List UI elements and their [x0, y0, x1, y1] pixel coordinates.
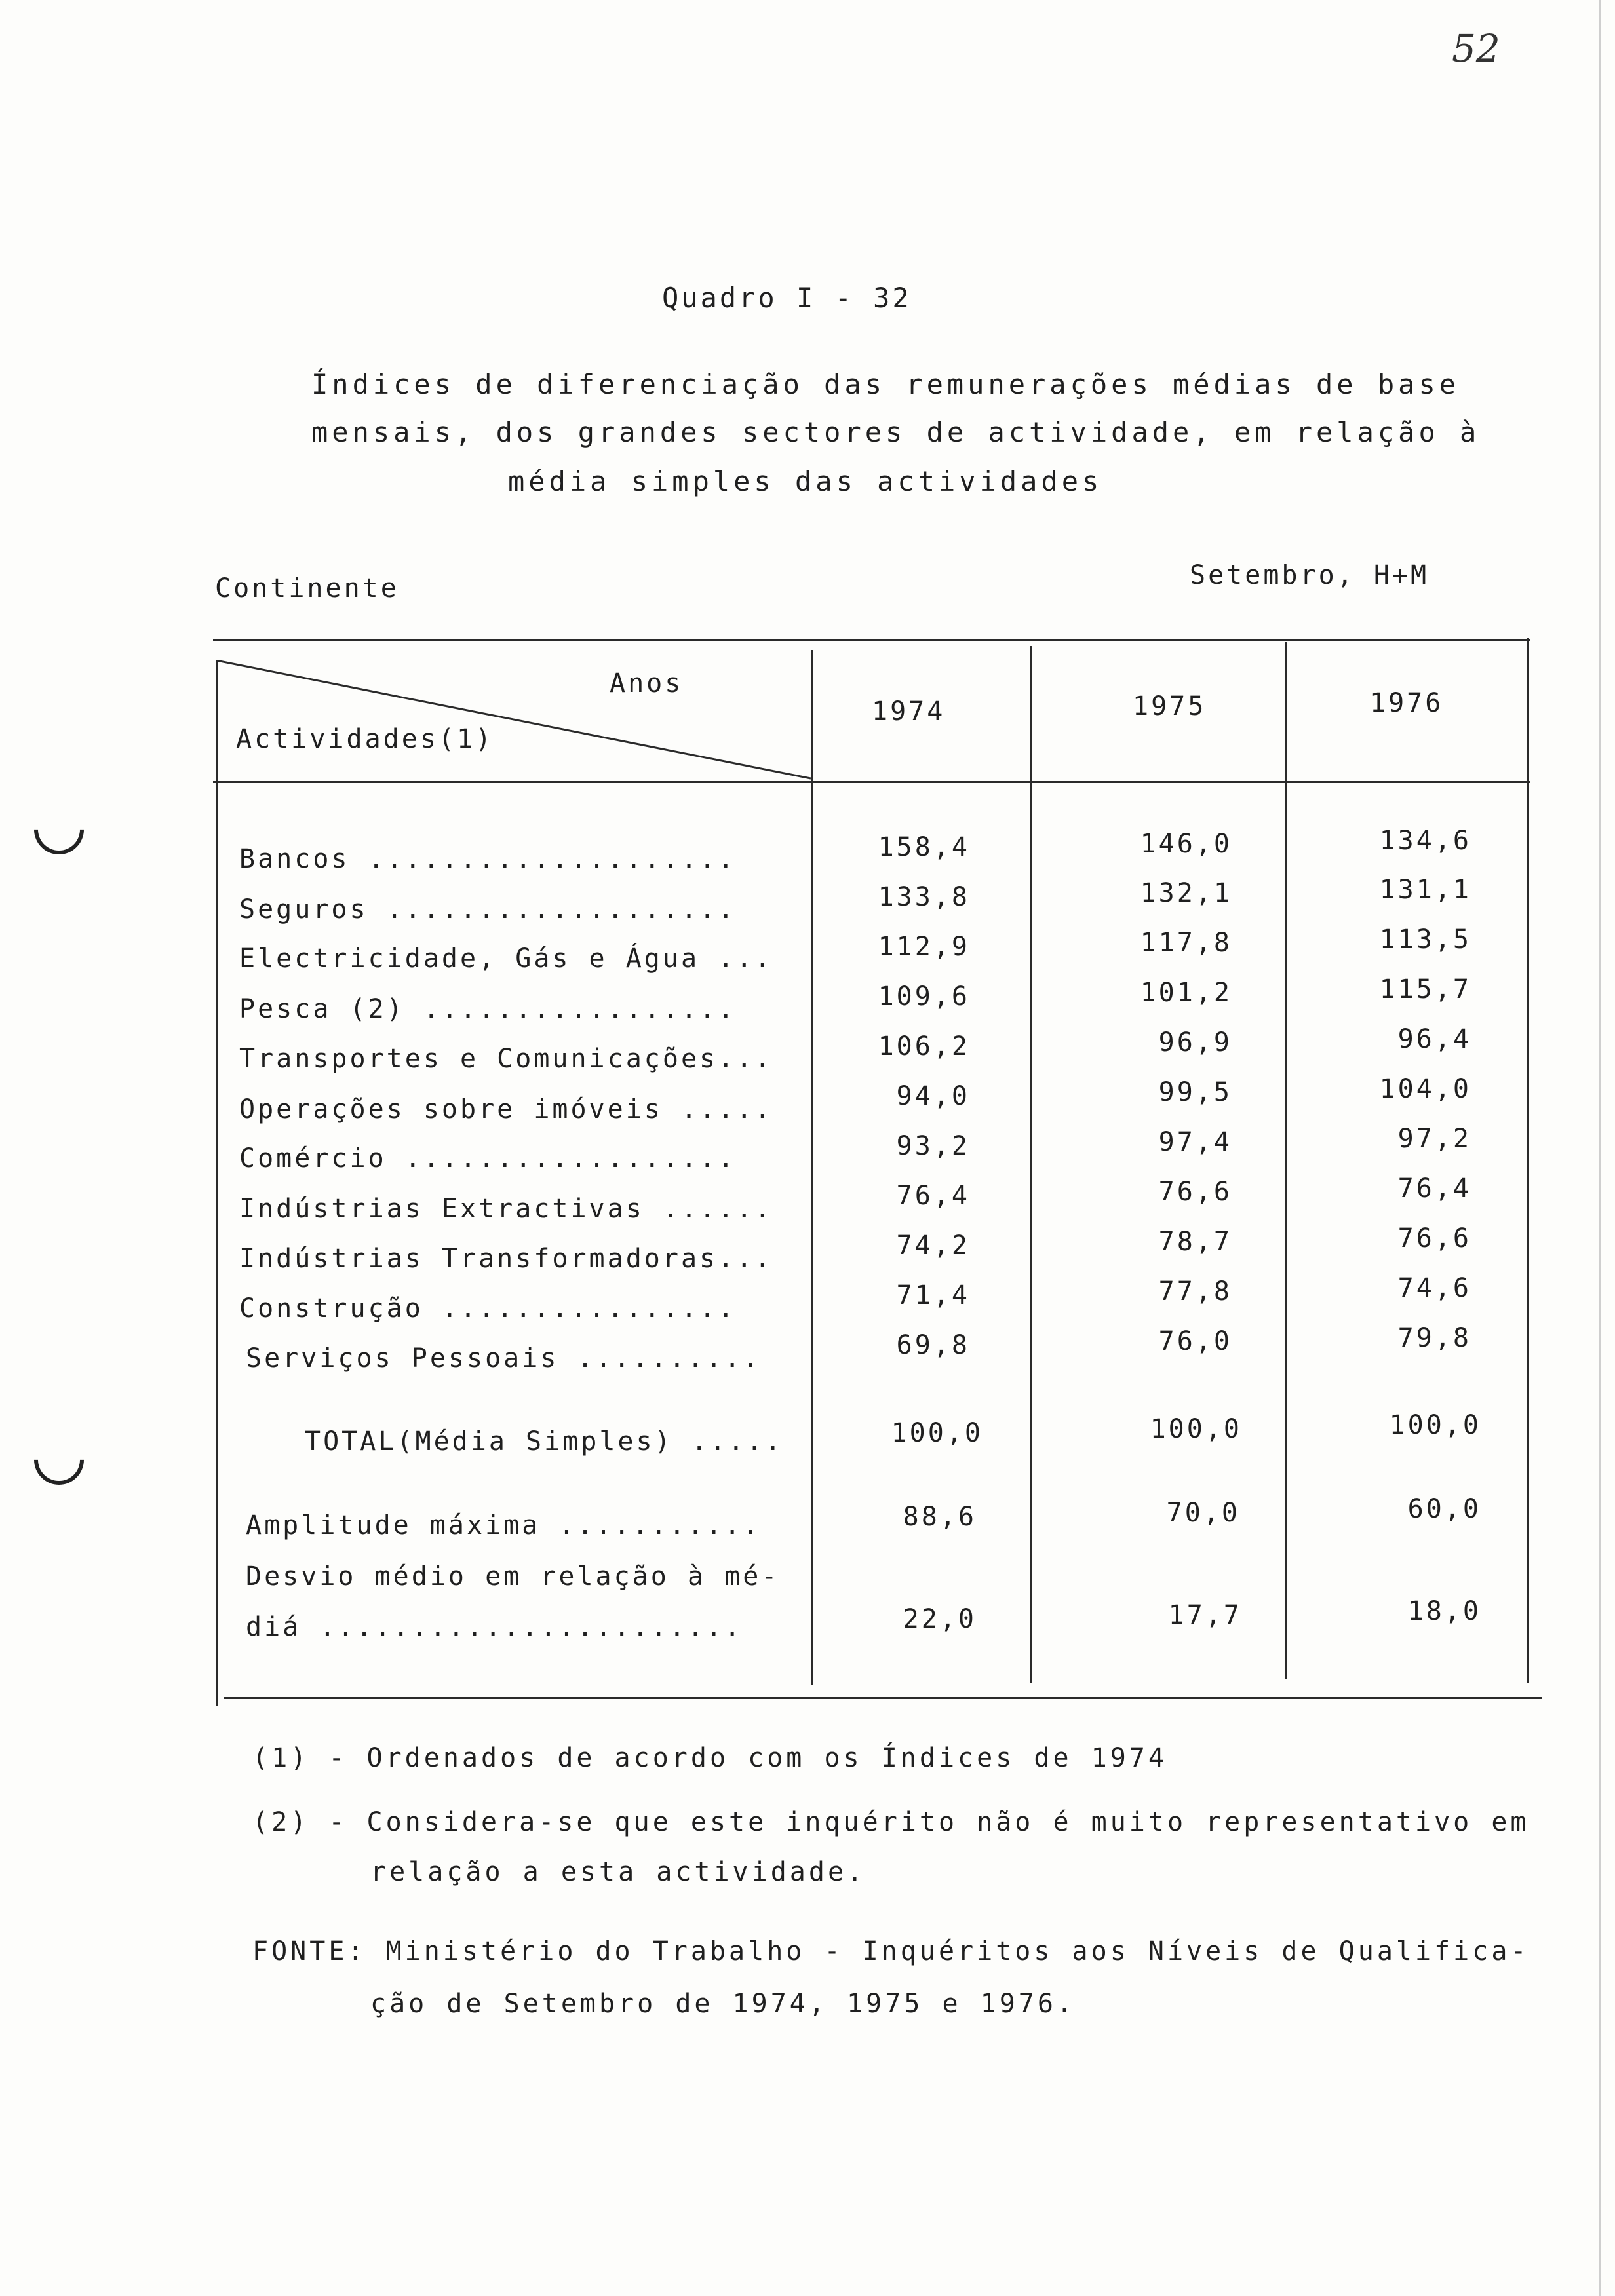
cell-value: 76,0 — [1158, 1326, 1232, 1356]
footnote-2-continued: relação a esta actividade. — [370, 1857, 866, 1887]
period-label: Setembro, H+M — [1190, 560, 1430, 590]
cell-value: 88,6 — [903, 1502, 977, 1532]
cell-value: 18,0 — [1407, 1596, 1481, 1626]
cell-value: 117,8 — [1140, 928, 1232, 958]
cell-value: 113,5 — [1379, 925, 1471, 955]
column-divider — [811, 650, 813, 1685]
row-label: Serviços Pessoais .......... — [246, 1343, 762, 1373]
header-diagonal-line — [216, 660, 813, 785]
total-label: TOTAL(Média Simples) ..... — [305, 1426, 784, 1457]
row-label: Indústrias Extractivas ...... — [239, 1194, 773, 1224]
cell-value: 74,2 — [896, 1231, 970, 1261]
cell-value: 76,4 — [896, 1181, 970, 1211]
cell-value: 106,2 — [878, 1031, 970, 1062]
cell-value: 69,8 — [896, 1330, 970, 1360]
row-label: Electricidade, Gás e Água ... — [239, 944, 773, 974]
cell-value: 97,2 — [1397, 1124, 1471, 1154]
table-top-rule — [213, 639, 1530, 641]
cell-value: 78,7 — [1158, 1227, 1232, 1257]
cell-value: 112,9 — [878, 932, 970, 962]
row-label: Indústrias Transformadoras... — [239, 1244, 773, 1274]
cell-value: 94,0 — [896, 1081, 970, 1111]
punch-hole-mark — [24, 1425, 94, 1495]
subtitle-line-3: média simples das actividades — [508, 465, 1103, 497]
subtitle-line-2: mensais, dos grandes sectores de actividade, em relação à — [311, 416, 1481, 448]
cell-value: 71,4 — [896, 1280, 970, 1311]
cell-value: 93,2 — [896, 1131, 970, 1161]
cell-value: 76,6 — [1158, 1177, 1232, 1207]
column-divider — [1285, 642, 1287, 1679]
cell-value: 109,6 — [878, 982, 970, 1012]
cell-value: 158,4 — [878, 832, 970, 862]
cell-value: 133,8 — [878, 882, 970, 912]
cell-value: 100,0 — [1150, 1414, 1242, 1444]
cell-value: 17,7 — [1168, 1600, 1242, 1630]
region-label: Continente — [215, 573, 399, 603]
year-header: 1976 — [1370, 688, 1444, 718]
page-number: 52 — [1452, 26, 1500, 71]
footnote-1: (1) - Ordenados de acordo com os Índices de 1974 — [252, 1743, 1167, 1773]
row-label: Seguros ................... — [239, 894, 737, 925]
cell-value: 79,8 — [1397, 1323, 1471, 1353]
table-bottom-rule — [224, 1697, 1542, 1699]
cell-value: 100,0 — [1389, 1410, 1481, 1440]
cell-value: 76,4 — [1397, 1174, 1471, 1204]
header-years-label: Anos — [610, 668, 684, 698]
table-title: Quadro I - 32 — [662, 282, 912, 314]
cell-value: 101,2 — [1140, 978, 1232, 1008]
row-label: Comércio .................. — [239, 1143, 737, 1174]
source-note-continued: ção de Setembro de 1974, 1975 e 1976. — [370, 1989, 1076, 2019]
table-left-border — [216, 660, 218, 1706]
row-label: Operações sobre imóveis ..... — [239, 1094, 773, 1124]
amplitude-label: Amplitude máxima ........... — [246, 1510, 762, 1540]
subtitle-line-1: Índices de diferenciação das remunerações médias de base — [311, 368, 1460, 400]
cell-value: 70,0 — [1166, 1498, 1240, 1528]
cell-value: 100,0 — [891, 1418, 983, 1448]
year-header: 1975 — [1133, 691, 1207, 721]
row-label: Transportes e Comunicações... — [239, 1044, 773, 1074]
cell-value: 76,6 — [1397, 1223, 1471, 1253]
deviation-label-continued: diá ....................... — [246, 1612, 743, 1642]
cell-value: 134,6 — [1379, 826, 1471, 856]
cell-value: 132,1 — [1140, 878, 1232, 908]
cell-value: 96,9 — [1158, 1027, 1232, 1058]
table-right-border — [1527, 638, 1529, 1683]
header-activities-label: Actividades(1) — [236, 724, 494, 754]
cell-value: 77,8 — [1158, 1276, 1232, 1307]
cell-value: 115,7 — [1379, 974, 1471, 1004]
cell-value: 74,6 — [1397, 1273, 1471, 1303]
footnote-2: (2) - Considera-se que este inquérito não é muito representativo em — [252, 1807, 1530, 1837]
source-note: FONTE: Ministério do Trabalho - Inquéritos aos Níveis de Qualifica- — [252, 1936, 1530, 1966]
cell-value: 22,0 — [903, 1604, 977, 1634]
cell-value: 60,0 — [1407, 1494, 1481, 1524]
cell-value: 96,4 — [1397, 1024, 1471, 1054]
year-header: 1974 — [872, 697, 946, 727]
cell-value: 97,4 — [1158, 1127, 1232, 1157]
cell-value: 131,1 — [1379, 875, 1471, 905]
row-label: Bancos .................... — [239, 844, 737, 874]
row-label: Construção ................ — [239, 1293, 737, 1324]
row-label: Pesca (2) ................. — [239, 994, 737, 1024]
cell-value: 99,5 — [1158, 1077, 1232, 1107]
deviation-label: Desvio médio em relação à mé- — [246, 1561, 780, 1592]
cell-value: 146,0 — [1140, 829, 1232, 859]
cell-value: 104,0 — [1379, 1074, 1471, 1104]
page-edge — [1599, 0, 1601, 2296]
punch-hole-mark — [24, 794, 94, 864]
column-divider — [1030, 646, 1032, 1683]
